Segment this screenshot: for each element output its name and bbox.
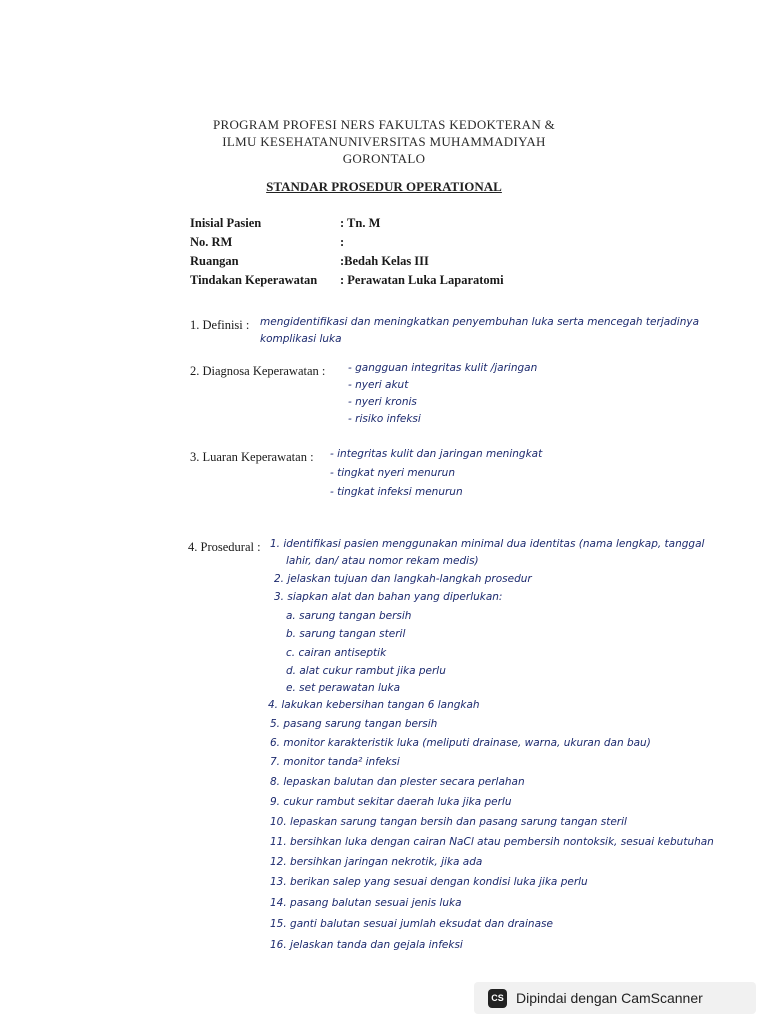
info-row	[190, 254, 504, 273]
info-value: :Bedah Kelas III	[340, 254, 429, 268]
info-label: Inisial Pasien	[190, 216, 262, 230]
handwritten-line: 1. identifikasi pasien menggunakan minimal dua identitas (nama lengkap, tanggal	[270, 538, 705, 550]
handwritten-line: b. sarung tangan steril	[286, 628, 406, 640]
handwritten-line: - integritas kulit dan jaringan meningkat	[330, 448, 543, 460]
info-label: No. RM	[190, 235, 233, 249]
handwritten-line: 11. bersihkan luka dengan cairan NaCl atau pembersih nontoksik, sesuai kebutuhan	[270, 836, 714, 848]
handwritten-line: 16. jelaskan tanda dan gejala infeksi	[270, 939, 463, 951]
handwritten-line: 13. berikan salep yang sesuai dengan kondisi luka jika perlu	[270, 876, 588, 888]
handwritten-line: - gangguan integritas kulit /jaringan	[348, 362, 538, 374]
handwritten-line: 15. ganti balutan sesuai jumlah eksudat dan drainase	[270, 918, 553, 930]
handwritten-line: komplikasi luka	[260, 333, 342, 345]
handwritten-line: 14. pasang balutan sesuai jenis luka	[270, 897, 462, 909]
header-line-2: ILMU KESEHATANUNIVERSITAS MUHAMMADIYAH	[222, 134, 546, 149]
info-value: : Tn. M	[340, 216, 381, 230]
handwritten-line: lahir, dan/ atau nomor rekam medis)	[286, 555, 479, 567]
handwritten-line: 10. lepaskan sarung tangan bersih dan pasang sarung tangan steril	[270, 816, 627, 828]
header-line-1: PROGRAM PROFESI NERS FAKULTAS KEDOKTERAN &	[212, 117, 556, 132]
handwritten-line: 5. pasang sarung tangan bersih	[270, 718, 438, 730]
handwritten-line: mengidentifikasi dan meningkatkan penyembuhan luka serta mencegah terjadinya	[260, 316, 700, 328]
document-header	[0, 116, 768, 167]
header-line-3: GORONTALO	[342, 151, 426, 166]
info-row	[190, 235, 504, 254]
camscanner-logo-icon: CS	[488, 989, 507, 1008]
info-value: :	[340, 235, 345, 249]
handwritten-line: - tingkat infeksi menurun	[330, 486, 463, 498]
handwritten-line: 12. bersihkan jaringan nekrotik, jika ada	[270, 856, 483, 868]
handwritten-line: e. set perawatan luka	[286, 682, 401, 694]
handwritten-line: - tingkat nyeri menurun	[330, 467, 455, 479]
section-label: 4. Prosedural :	[188, 540, 261, 554]
handwritten-line: 8. lepaskan balutan dan plester secara perlahan	[270, 776, 525, 788]
handwritten-line: - risiko infeksi	[348, 413, 421, 425]
patient-info	[190, 216, 504, 292]
handwritten-line: - nyeri kronis	[348, 396, 417, 408]
section-label: 2. Diagnosa Keperawatan :	[190, 364, 326, 378]
handwritten-line: c. cairan antiseptik	[286, 647, 387, 659]
info-row	[190, 273, 504, 292]
handwritten-line: 7. monitor tanda² infeksi	[270, 756, 400, 768]
handwritten-line: 6. monitor karakteristik luka (meliputi drainase, warna, ukuran dan bau)	[270, 737, 651, 749]
info-row	[190, 216, 504, 235]
handwritten-line: - nyeri akut	[348, 379, 409, 391]
handwritten-line: 2. jelaskan tujuan dan langkah-langkah prosedur	[274, 573, 532, 585]
handwritten-line: 3. siapkan alat dan bahan yang diperlukan:	[274, 591, 503, 603]
info-value: : Perawatan Luka Laparatomi	[340, 273, 504, 287]
info-label: Ruangan	[190, 254, 239, 268]
info-label: Tindakan Keperawatan	[190, 273, 318, 287]
section-label: 3. Luaran Keperawatan :	[190, 450, 314, 464]
handwritten-line: d. alat cukur rambut jika perlu	[286, 665, 446, 677]
handwritten-line: 9. cukur rambut sekitar daerah luka jika perlu	[270, 796, 512, 808]
camscanner-watermark	[474, 982, 756, 1014]
handwritten-line: a. sarung tangan bersih	[286, 610, 412, 622]
section-label: 1. Definisi :	[190, 318, 250, 332]
document-title: STANDAR PROSEDUR OPERATIONAL	[266, 179, 502, 194]
camscanner-text: Dipindai dengan CamScanner	[516, 990, 703, 1006]
handwritten-line: 4. lakukan kebersihan tangan 6 langkah	[268, 699, 480, 711]
